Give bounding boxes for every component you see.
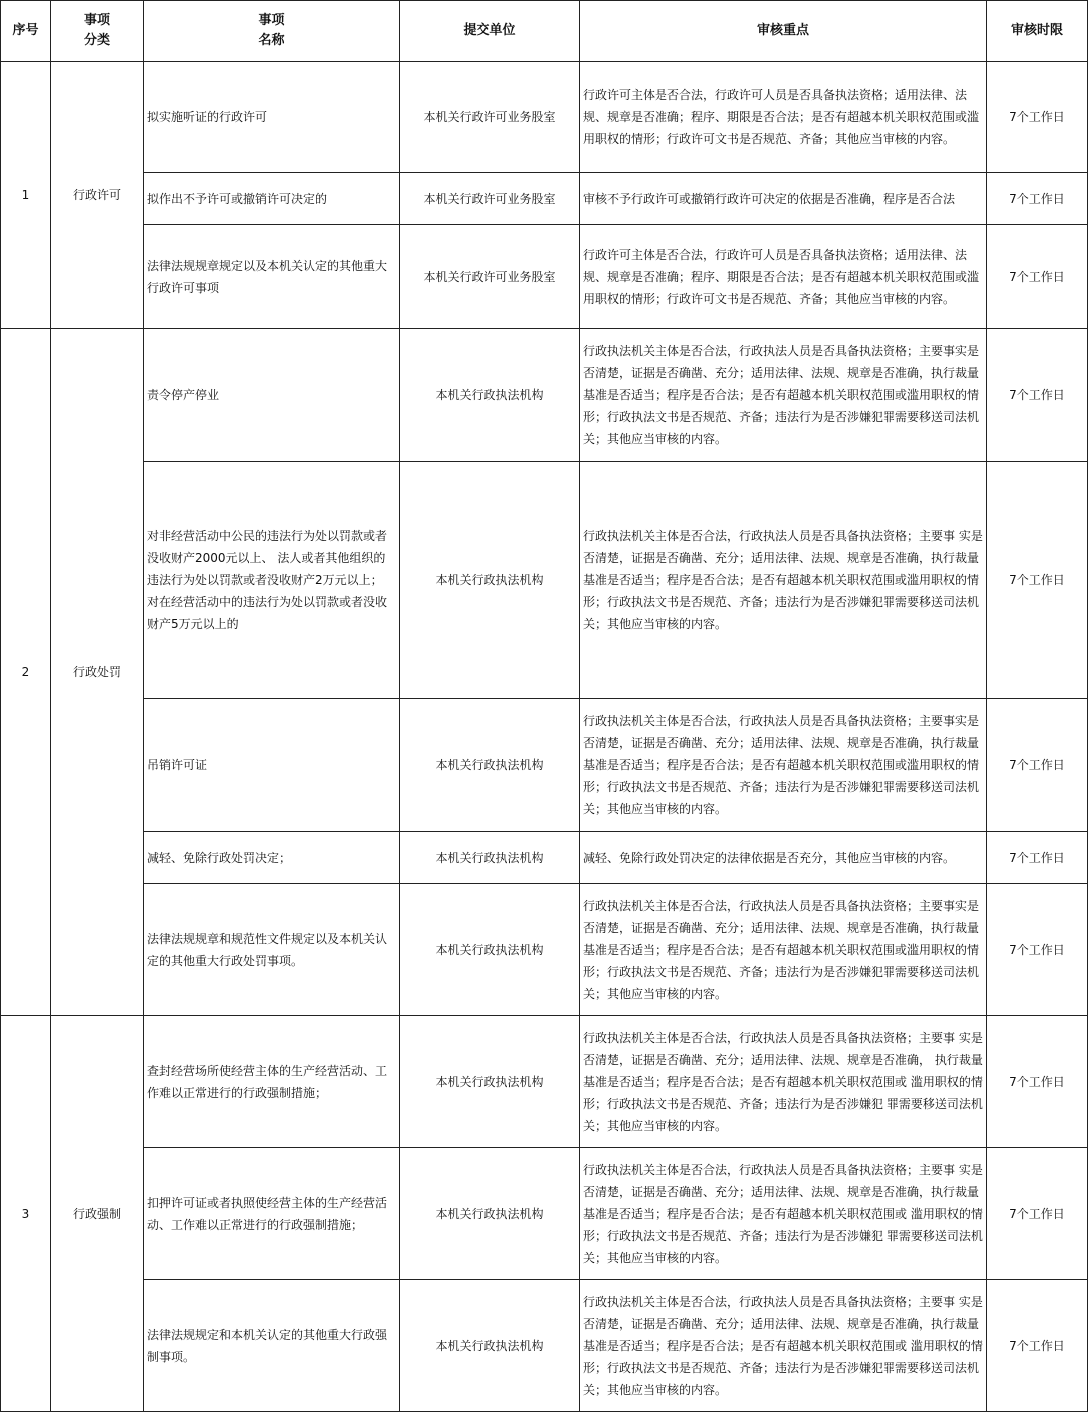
table-row bbox=[1, 884, 1088, 1016]
submitting-unit-cell: 本机关行政许可业务股室 bbox=[400, 62, 580, 173]
submitting-unit-cell: 本机关行政执法机构 bbox=[400, 462, 580, 699]
review-time-limit-cell: 7个工作日 bbox=[987, 173, 1088, 225]
review-focus-cell: 行政执法机关主体是否合法，行政执法人员是否具备执法资格；主要事 实是否清楚，证据是否确凿、充分；适用法律、法规、规章是否准确，执行裁量基准是否适当；程序是否合法；是否有超越本机关职权范围或滥用职权的情形；行政执法文书是否规范、齐备；违法行为是否涉嫌犯罪需要移送司法机关；其他应当审核的内容。 bbox=[580, 462, 987, 699]
item-name-cell: 查封经营场所使经营主体的生产经营活动、工作难以正常进行的行政强制措施； bbox=[144, 1016, 400, 1148]
item-name-cell: 扣押许可证或者执照使经营主体的生产经营活动、工作难以正常进行的行政强制措施； bbox=[144, 1148, 400, 1280]
header-name-line1: 事项 bbox=[258, 13, 285, 28]
header-name bbox=[144, 1, 400, 62]
header-focus: 审核重点 bbox=[580, 1, 987, 62]
submitting-unit-cell: 本机关行政执法机构 bbox=[400, 1148, 580, 1280]
category-cell: 行政强制 bbox=[51, 1016, 144, 1412]
review-time-limit-cell: 7个工作日 bbox=[987, 62, 1088, 173]
item-name-cell: 对非经营活动中公民的违法行为处以罚款或者没收财产2000元以上、 法人或者其他组织的违法行为处以罚款或者没收财产2万元以上； 对在经营活动中的违法行为处以罚款或者没收财产5万元以上的 bbox=[144, 462, 400, 699]
header-category-line2: 分类 bbox=[83, 33, 110, 48]
submitting-unit-cell: 本机关行政执法机构 bbox=[400, 884, 580, 1016]
review-focus-cell: 行政执法机关主体是否合法，行政执法人员是否具备执法资格；主要事实是否清楚，证据是否确凿、充分；适用法律、法规、规章是否准确，执行裁量基准是否适当；程序是否合法；是否有超越本机关职权范围或滥用职权的情形；行政执法文书是否规范、齐备；违法行为是否涉嫌犯罪需要移送司法机关；其他应当审核的内容。 bbox=[580, 884, 987, 1016]
table-row bbox=[1, 225, 1088, 329]
review-time-limit-cell: 7个工作日 bbox=[987, 1148, 1088, 1280]
review-focus-cell: 行政执法机关主体是否合法，行政执法人员是否具备执法资格；主要事 实是否清楚，证据是否确凿、充分；适用法律、法规、规章是否准确，执行裁量基准是否适当；程序是否合法；是否有超越本机关职权范围或 滥用职权的情形；行政执法文书是否规范、齐备；违法行为是否涉嫌犯罪需要移送司法机关；其他应当审核的内容。 bbox=[580, 1280, 987, 1412]
item-name-cell: 减轻、免除行政处罚决定； bbox=[144, 832, 400, 884]
item-name-cell: 拟作出不予许可或撤销许可决定的 bbox=[144, 173, 400, 225]
table-row bbox=[1, 832, 1088, 884]
submitting-unit-cell: 本机关行政执法机构 bbox=[400, 699, 580, 832]
header-row bbox=[1, 1, 1088, 62]
table-row bbox=[1, 173, 1088, 225]
header-limit: 审核时限 bbox=[987, 1, 1088, 62]
review-focus-cell: 行政执法机关主体是否合法，行政执法人员是否具备执法资格；主要事实是否清楚，证据是否确凿、充分；适用法律、法规、规章是否准确，执行裁量基准是否适当；程序是否合法；是否有超越本机关职权范围或滥用职权的情形；行政执法文书是否规范、齐备；违法行为是否涉嫌犯罪需要移送司法机关；其他应当审核的内容。 bbox=[580, 329, 987, 462]
item-name-cell: 吊销许可证 bbox=[144, 699, 400, 832]
review-time-limit-cell: 7个工作日 bbox=[987, 462, 1088, 699]
seq-cell: 1 bbox=[1, 62, 51, 329]
review-focus-cell: 行政许可主体是否合法，行政许可人员是否具备执法资格；适用法律、法规、规章是否准确；程序、期限是否合法；是否有超越本机关职权范围或滥用职权的情形；行政许可文书是否规范、齐备；其他应当审核的内容。 bbox=[580, 62, 987, 173]
submitting-unit-cell: 本机关行政执法机构 bbox=[400, 832, 580, 884]
submitting-unit-cell: 本机关行政执法机构 bbox=[400, 1280, 580, 1412]
header-name-line2: 名称 bbox=[258, 33, 285, 48]
review-time-limit-cell: 7个工作日 bbox=[987, 329, 1088, 462]
submitting-unit-cell: 本机关行政许可业务股室 bbox=[400, 173, 580, 225]
item-name-cell: 法律法规规章规定以及本机关认定的其他重大行政许可事项 bbox=[144, 225, 400, 329]
review-time-limit-cell: 7个工作日 bbox=[987, 699, 1088, 832]
review-focus-cell: 行政执法机关主体是否合法，行政执法人员是否具备执法资格；主要事 实是否清楚，证据是否确凿、充分；适用法律、法规、规章是否准确，执行裁量基准是否适当；程序是否合法；是否有超越本机关职权范围或 滥用职权的情形；行政执法文书是否规范、齐备；违法行为是否涉嫌犯 罪需要移送司法机关；其他应当审核的内容。 bbox=[580, 1148, 987, 1280]
category-cell: 行政处罚 bbox=[51, 329, 144, 1016]
submitting-unit-cell: 本机关行政许可业务股室 bbox=[400, 225, 580, 329]
item-name-cell: 拟实施听证的行政许可 bbox=[144, 62, 400, 173]
seq-cell: 3 bbox=[1, 1016, 51, 1412]
table-row bbox=[1, 329, 1088, 462]
table-row bbox=[1, 1280, 1088, 1412]
item-name-cell: 法律法规规章和规范性文件规定以及本机关认定的其他重大行政处罚事项。 bbox=[144, 884, 400, 1016]
submitting-unit-cell: 本机关行政执法机构 bbox=[400, 329, 580, 462]
category-cell: 行政许可 bbox=[51, 62, 144, 329]
submitting-unit-cell: 本机关行政执法机构 bbox=[400, 1016, 580, 1148]
table-row bbox=[1, 62, 1088, 173]
header-category-line1: 事项 bbox=[83, 13, 110, 28]
header-category bbox=[51, 1, 144, 62]
item-name-cell: 法律法规规定和本机关认定的其他重大行政强制事项。 bbox=[144, 1280, 400, 1412]
header-seq: 序号 bbox=[1, 1, 51, 62]
table-row bbox=[1, 1016, 1088, 1148]
review-time-limit-cell: 7个工作日 bbox=[987, 1016, 1088, 1148]
seq-cell: 2 bbox=[1, 329, 51, 1016]
table-row bbox=[1, 1148, 1088, 1280]
table-row bbox=[1, 699, 1088, 832]
review-time-limit-cell: 7个工作日 bbox=[987, 225, 1088, 329]
table-body bbox=[1, 62, 1088, 1412]
item-name-cell: 责令停产停业 bbox=[144, 329, 400, 462]
review-time-limit-cell: 7个工作日 bbox=[987, 832, 1088, 884]
review-time-limit-cell: 7个工作日 bbox=[987, 1280, 1088, 1412]
review-time-limit-cell: 7个工作日 bbox=[987, 884, 1088, 1016]
review-focus-cell: 行政执法机关主体是否合法，行政执法人员是否具备执法资格；主要事实是否清楚，证据是否确凿、充分；适用法律、法规、规章是否准确，执行裁量基准是否适当；程序是否合法；是否有超越本机关职权范围或滥用职权的情形；行政执法文书是否规范、齐备；违法行为是否涉嫌犯罪需要移送司法机关；其他应当审核的内容。 bbox=[580, 699, 987, 832]
review-focus-cell: 行政许可主体是否合法，行政许可人员是否具备执法资格；适用法律、法规、规章是否准确；程序、期限是否合法；是否有超越本机关职权范围或滥用职权的情形；行政许可文书是否规范、齐备；其他应当审核的内容。 bbox=[580, 225, 987, 329]
review-focus-cell: 行政执法机关主体是否合法，行政执法人员是否具备执法资格；主要事 实是否清楚，证据是否确凿、充分；适用法律、法规、规章是否准确， 执行裁量基准是否适当；程序是否合法；是否有超越本机关职权范围或 滥用职权的情形；行政执法文书是否规范、齐备；违法行为是否涉嫌犯 罪需要移送司法机关；其他应当审核的内容。 bbox=[580, 1016, 987, 1148]
table-row bbox=[1, 462, 1088, 699]
review-focus-cell: 审核不予行政许可或撤销行政许可决定的依据是否准确，程序是否合法 bbox=[580, 173, 987, 225]
review-focus-cell: 减轻、免除行政处罚决定的法律依据是否充分，其他应当审核的内容。 bbox=[580, 832, 987, 884]
header-unit: 提交单位 bbox=[400, 1, 580, 62]
